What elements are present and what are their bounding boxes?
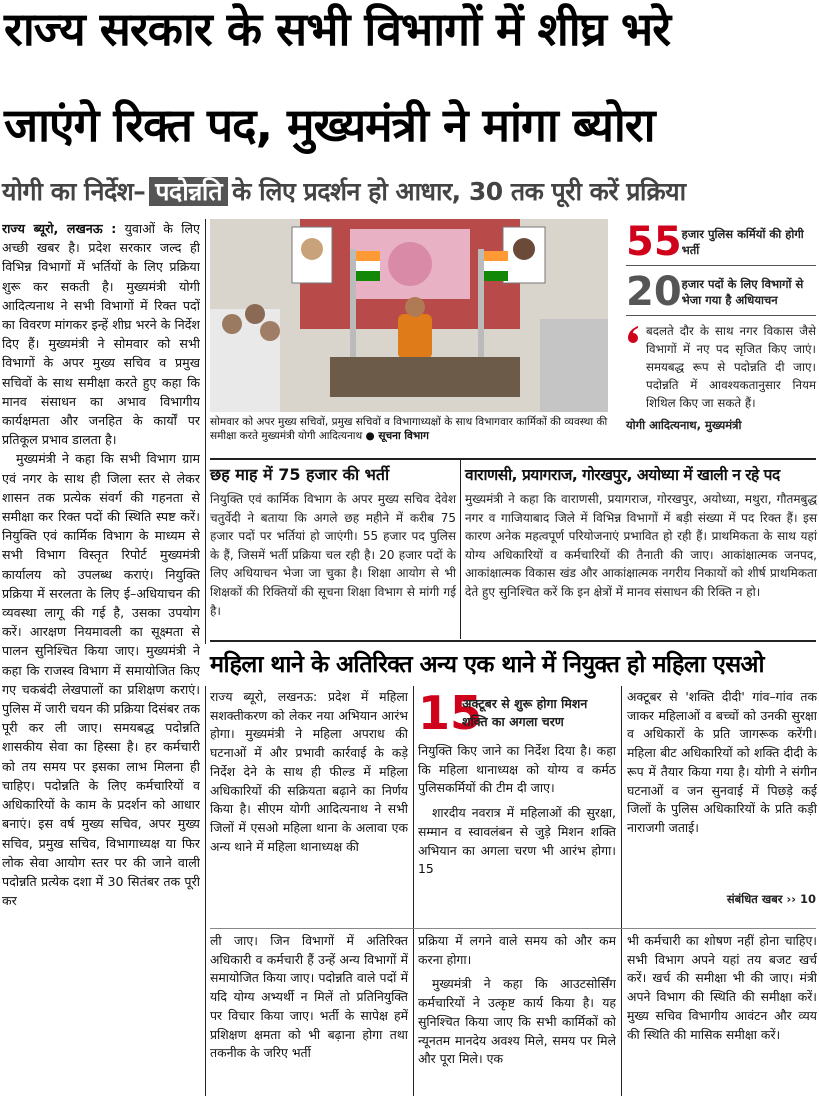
cities-box-heading: वाराणसी, प्रयागराज, गोरखपुर, अयोध्या में खाली न रहे पद: [465, 466, 780, 484]
quote-text: बदलते दौर के साथ नगर विकास जैसे विभागों में नए पद सृजित किए जाएं। समयबद्ध रूप से पदोन्नति दी जाए। पदोन्नति में आवश्यकतानुसार नियम शिथिल किए जा सकते हैं।: [646, 324, 816, 410]
column-rule: [460, 459, 461, 639]
left-para-2: मुख्यमंत्री ने कहा कि सभी विभाग ग्राम एवं नगर के साथ ही जिला स्तर से लेकर शासन तक प्रत्येक संवर्ग की गहनता से समीक्षा कर रिक्त पदों की स्थिति स्पष्ट करें। नियुक्ति एवं कार्मिक विभाग के माध्यम से सभी विभाग विस्तृत रिपोर्ट मुख्यमंत्री कार्यालय को उपलब्ध कराएं। नियुक्ति प्रक्रिया में सरलता के लिए ई–अधियाचन की व्यवस्था लागू की गई है, उसका उपयोग करें। आरक्षण नियमावली का सूक्ष्मता से पालन सुनिश्चित किया जाए। मुख्यमंत्री ने कहा कि राजस्व विभाग में समायोजित किए गए चकबंदी लेखपालों का प्रशिक्षण कराएं। पुलिस में जारी चयन की प्रक्रिया दिसंबर तक पूरी कर ली जाए। समयबद्ध पदोन्नति शासकीय सेवा का हिस्सा है। हर कर्मचारी को तय समय पर इसका लाभ मिलना ही चाहिए। पदोन्नति के लिए कर्मचारियों व अधिकारियों के काम के प्रदर्शन को आधार बनाएं। इस वर्ष मुख्य सचिव, अपर मुख्य सचिव, प्रमुख सचिव, विभागाध्यक्ष या फिर लोक सेवा आयोग स्तर पर की जाने वाली पदोन्नति प्रत्येक दशा में 30 सितंबर तक पूरी कर: [2, 451, 200, 909]
subhead-highlight: पदोन्नति: [149, 177, 228, 206]
stat-posts-number: 20: [626, 268, 682, 315]
story2-col-2-para-1: नियुक्ति किए जाने का निर्देश दिया है। कहा कि महिला थानाध्यक्ष को योग्य व कर्मठ पुलिसकर्मियों की टीम दी जाए।: [418, 743, 616, 796]
bottom-col-3: भी कर्मचारी का शोषण नहीं होना चाहिए। सभी विभाग अपने यहां तय बजट खर्च करें। खर्च की समीक्षा भी की जाए। मंत्री अपने विभाग की स्थिति की समीक्षा करें। मुख्य सचिव विभागीय आवंटन और व्यय की स्थिति की मासिक समीक्षा करें।: [627, 933, 817, 1042]
mission-shakti-callout: [418, 688, 616, 738]
stat-posts: [626, 268, 816, 316]
stat-police-number: 55: [626, 218, 682, 265]
headline-line-1: राज्य सरकार के सभी विभागों में शीघ्र भरे: [4, 2, 671, 56]
section-rule: [210, 640, 816, 642]
quote-author: योगी आदित्यनाथ, मुख्यमंत्री: [626, 418, 742, 432]
photo-caption-text: सोमवार को अपर मुख्य सचिवों, प्रमुख सचिवों व विभागाध्यक्षों के साथ विभागवार कार्मिकों की व्यवस्था की समीक्षा करते मुख्यमंत्री योगी आदित्यनाथ: [210, 416, 608, 442]
subhead-prefix: योगी का निर्देश–: [2, 177, 146, 206]
left-column-article: [2, 219, 200, 1097]
photo-credit: ● सूचना विभाग: [365, 430, 429, 442]
headline: [4, 0, 816, 154]
subhead-suffix: के लिए प्रदर्शन हो आधार, 30 तक पूरी करें प्रक्रिया: [232, 177, 686, 206]
story2-col-2: [418, 742, 616, 928]
bottom-col-1: ली जाए। जिन विभागों में अतिरिक्त अधिकारी व कर्मचारी हैं उन्हें अन्य विभागों में समायोजित किया जाए। पदोन्नति वाले पदों में यदि योग्य अभ्यर्थी न मिलें तो प्रतिनियुक्ति पर विचार किया जाए। भर्ती के सापेक्ष हमें प्रशिक्षण क्षमता को भी बढ़ाना होगा तथा तकनीक के जरिए भर्ती: [210, 933, 408, 1061]
column-rule: [205, 219, 206, 644]
bottom-col-2: [418, 932, 616, 1098]
section-rule: [210, 928, 816, 929]
callout-text: अक्टूबर से शुरू होगा मिशन शक्ति का अगला चरण: [462, 696, 588, 729]
byline: राज्य ब्यूरो, लखनऊ :: [2, 221, 117, 236]
meeting-photo: [210, 219, 608, 412]
recruitment-box: [210, 462, 456, 638]
story2-col-2-para-2: शारदीय नवरात्र में महिलाओं की सुरक्षा, सम्मान व स्वावलंबन से जुड़े मिशन शक्ति अभियान का अगला चरण भी आरंभ होगा। 15: [418, 805, 616, 877]
stat-police-text: हजार पुलिस कर्मियों की होगी भर्ती: [681, 226, 804, 257]
bottom-col-2-para-2: मुख्यमंत्री ने कहा कि आउटसोर्सिंग कर्मचारियों ने उत्कृष्ट कार्य किया है। यह सुनिश्चित किया जाए कि सभी कार्मिकों को न्यूनतम मानदेय अवश्य मिले, समय पर मिले और पूरा मिले। एक: [418, 976, 616, 1067]
subheadline: [2, 172, 817, 212]
section-rule: [210, 458, 816, 460]
recruitment-box-body: नियुक्ति एवं कार्मिक विभाग के अपर मुख्य सचिव देवेश चतुर्वेदी ने बताया कि अगले छह महीने में करीब 75 हजार पदों पर भर्तियां हो जाएंगी। 55 हजार पद पुलिस के हैं, जिसमें भर्ती प्रक्रिया चल रही है। 20 हजार पदों के लिए अधियाचन भेजा जा चुका है। शिक्षा आयोग से भी शिक्षकों की रिक्तियों की सूचना शिक्षा विभाग से मांगी गई है।: [210, 492, 456, 618]
stat-posts-text: हजार पदों के लिए विभागों से भेजा गया है अधियाचन: [681, 276, 804, 307]
stat-police: [626, 218, 816, 266]
cities-box-body: मुख्यमंत्री ने कहा कि वाराणसी, प्रयागराज, गोरखपुर, अयोध्या, मथुरा, गौतमबुद्ध नगर व गाजियाबाद जिले में विभिन्न विभागों में बड़ी संख्या में पद रिक्त हैं। इस कारण अनेक महत्वपूर्ण परियोजनाएं प्रभावित हो रही हैं। प्राथमिकता के साथ यहां योग्य अधिकारियों व कर्मचारियों की तैनाती की जाए। आकांक्षात्मक जनपद, आकांक्षात्मक विकास खंड और आकांक्षात्मक नगरीय निकायों को शीर्ष प्राथमिकता देते हुए सुनिश्चित करें कि इन क्षेत्रों में मानव संसाधन की रिक्ति न हो।: [465, 492, 817, 599]
related-news-link[interactable]: संबंधित खबर ›› 10: [726, 892, 816, 906]
quote-icon: [626, 324, 640, 346]
quote-box: [626, 322, 816, 452]
callout-number: 15: [418, 686, 483, 740]
meeting-photo-illustration: [210, 219, 608, 412]
recruitment-box-heading: छह माह में 75 हजार की भर्ती: [210, 465, 390, 484]
column-rule: [621, 686, 622, 1096]
headline-line-2: जाएंगे रिक्त पद, मुख्यमंत्री ने मांगा ब्योरा: [4, 98, 655, 152]
left-para-1: युवाओं के लिए अच्छी खबर है। प्रदेश सरकार जल्द ही विभिन्न विभागों में भर्तियों के लिए प्रक्रिया शुरू कर सकती है। मुख्यमंत्री योगी आदित्यनाथ ने सभी विभागों में रिक्त पदों का विवरण मांगकर इन्हें शीघ्र भरने के निर्देश दिए हैं। मुख्यमंत्री ने सोमवार को सभी विभागों के अपर मुख्य सचिव व प्रमुख सचिवों के साथ समीक्षा करते हुए कहा कि मानव संसाधन का अभाव विभागीय कार्यक्षमता और जनहित के कार्यों पर प्रतिकूल प्रभाव डालता है।: [2, 221, 200, 448]
photo-caption: [210, 415, 608, 455]
story2-headline: महिला थाने के अतिरिक्त अन्य एक थाने में नियुक्त हो महिला एसओ: [210, 650, 764, 678]
bottom-col-2-para-1: प्रक्रिया में लगने वाले समय को और कम करना होगा।: [418, 933, 616, 967]
story2-col-1: राज्य ब्यूरो, लखनऊ: प्रदेश में महिला सशक्तीकरण को लेकर नया अभियान आरंभ होगा। मुख्यमंत्री ने महिला अपराध की घटनाओं में और प्रभावी कार्रवाई के कड़े निर्देश देने के साथ ही फील्ड में महिला अधिकारियों की सक्रियता बढ़ाने का निर्णय किया है। सीएम योगी आदित्यनाथ ने सभी जिलों में एसओ महिला थाना के अलावा एक अन्य थाने में महिला थानाध्यक्ष की: [210, 689, 408, 854]
column-rule: [205, 686, 206, 1096]
cities-box: [465, 462, 817, 638]
story2-col-3: अक्टूबर से 'शक्ति दीदी' गांव–गांव तक जाकर महिलाओं व बच्चों को उनकी सुरक्षा व अधिकारों के प्रति जागरूक करेंगी। महिला बीट अधिकारियों को शक्ति दीदी के रूप में तैयार किया गया है। योगी ने संगीन घटनाओं व जन सुनवाई में पिछड़े कई जिलों के पुलिस अधिकारियों के प्रति कड़ी नाराजगी जताई।: [627, 689, 817, 835]
column-rule: [413, 686, 414, 1096]
